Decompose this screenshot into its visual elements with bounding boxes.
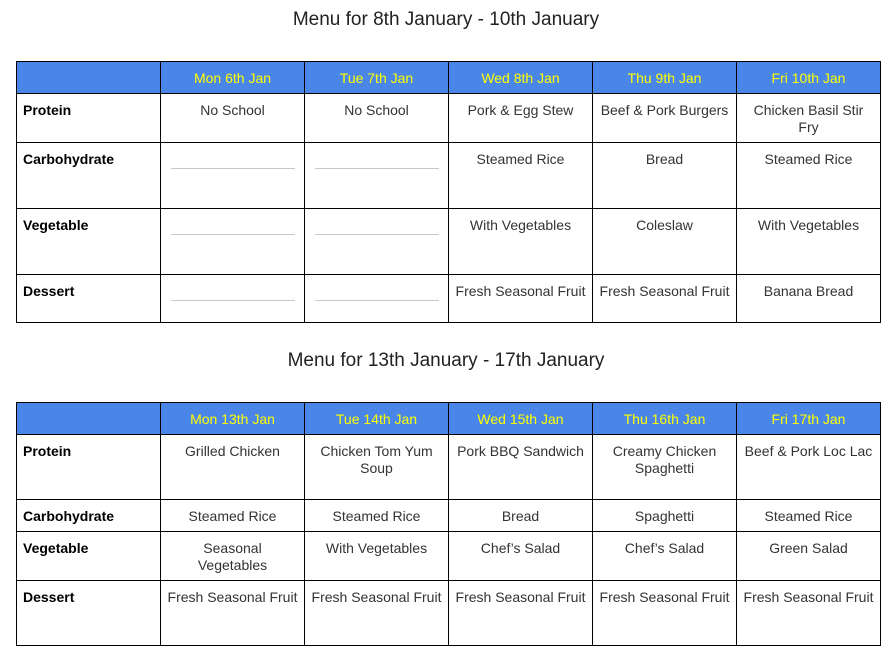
- table-row-protein: [17, 94, 881, 143]
- menu-cell-empty: [161, 209, 305, 275]
- row-label: Dessert: [17, 581, 161, 646]
- menu-cell-empty: [305, 275, 449, 323]
- day-header: Wed 15th Jan: [449, 403, 593, 435]
- menu-cell: With Vegetables: [737, 209, 881, 275]
- day-header: Fri 10th Jan: [737, 62, 881, 94]
- menu-cell: Steamed Rice: [449, 143, 593, 209]
- table-row-dessert: [17, 275, 881, 323]
- menu-cell: Grilled Chicken: [161, 435, 305, 500]
- menu-cell: No School: [161, 94, 305, 143]
- table-row-vegetable: [17, 532, 881, 581]
- blank-underline: [315, 168, 439, 169]
- menu-cell: Banana Bread: [737, 275, 881, 323]
- menu-cell: With Vegetables: [305, 532, 449, 581]
- row-label: Vegetable: [17, 209, 161, 275]
- menu-cell: Steamed Rice: [737, 500, 881, 532]
- menu-cell: Chef’s Salad: [593, 532, 737, 581]
- blank-underline: [315, 234, 439, 235]
- menu-cell: Fresh Seasonal Fruit: [161, 581, 305, 646]
- menu-cell: With Vegetables: [449, 209, 593, 275]
- menu-cell: Chef’s Salad: [449, 532, 593, 581]
- header-row: [17, 62, 881, 94]
- blank-underline: [171, 300, 295, 301]
- day-header: Mon 13th Jan: [161, 403, 305, 435]
- day-header: Thu 16th Jan: [593, 403, 737, 435]
- menu-cell-empty: [305, 209, 449, 275]
- menu-table-week-2: [16, 402, 881, 646]
- menu-cell: Steamed Rice: [305, 500, 449, 532]
- menu-cell: Chicken Tom Yum Soup: [305, 435, 449, 500]
- menu-cell: Bread: [449, 500, 593, 532]
- table-row-carbohydrate: [17, 500, 881, 532]
- row-label: Carbohydrate: [17, 143, 161, 209]
- menu-table-week-1: [16, 61, 881, 323]
- blank-underline: [315, 300, 439, 301]
- menu-cell: Bread: [593, 143, 737, 209]
- menu-cell-empty: [161, 275, 305, 323]
- day-header: Fri 17th Jan: [737, 403, 881, 435]
- blank-underline: [171, 234, 295, 235]
- row-label: Carbohydrate: [17, 500, 161, 532]
- table-row-vegetable: [17, 209, 881, 275]
- day-header: Tue 7th Jan: [305, 62, 449, 94]
- row-label: Protein: [17, 435, 161, 500]
- menu-cell: Fresh Seasonal Fruit: [449, 275, 593, 323]
- menu-title-week-1: Menu for 8th January - 10th January: [292, 9, 600, 30]
- menu-cell: Coleslaw: [593, 209, 737, 275]
- day-header: Wed 8th Jan: [449, 62, 593, 94]
- menu-cell: Beef & Pork Loc Lac: [737, 435, 881, 500]
- header-row: [17, 403, 881, 435]
- header-corner-cell: [17, 403, 161, 435]
- menu-cell-empty: [305, 143, 449, 209]
- row-label: Protein: [17, 94, 161, 143]
- table-row-dessert: [17, 581, 881, 646]
- header-corner-cell: [17, 62, 161, 94]
- table-row-protein: [17, 435, 881, 500]
- menu-cell: No School: [305, 94, 449, 143]
- menu-cell: Creamy Chicken Spaghetti: [593, 435, 737, 500]
- menu-title-week-2: Menu for 13th January - 17th January: [287, 350, 605, 371]
- row-label: Vegetable: [17, 532, 161, 581]
- menu-cell: Fresh Seasonal Fruit: [593, 275, 737, 323]
- menu-cell: Fresh Seasonal Fruit: [593, 581, 737, 646]
- menu-cell: Steamed Rice: [161, 500, 305, 532]
- menu-cell: Pork & Egg Stew: [449, 94, 593, 143]
- menu-cell: Spaghetti: [593, 500, 737, 532]
- menu-cell: Beef & Pork Burgers: [593, 94, 737, 143]
- menu-cell: Fresh Seasonal Fruit: [449, 581, 593, 646]
- menu-cell: Green Salad: [737, 532, 881, 581]
- menu-cell: Pork BBQ Sandwich: [449, 435, 593, 500]
- menu-cell: Steamed Rice: [737, 143, 881, 209]
- menu-cell: Chicken Basil Stir Fry: [737, 94, 881, 143]
- table-row-carbohydrate: [17, 143, 881, 209]
- blank-underline: [171, 168, 295, 169]
- menu-cell-empty: [161, 143, 305, 209]
- day-header: Tue 14th Jan: [305, 403, 449, 435]
- day-header: Thu 9th Jan: [593, 62, 737, 94]
- menu-cell: Fresh Seasonal Fruit: [737, 581, 881, 646]
- day-header: Mon 6th Jan: [161, 62, 305, 94]
- menu-cell: Seasonal Vegetables: [161, 532, 305, 581]
- menu-cell: Fresh Seasonal Fruit: [305, 581, 449, 646]
- row-label: Dessert: [17, 275, 161, 323]
